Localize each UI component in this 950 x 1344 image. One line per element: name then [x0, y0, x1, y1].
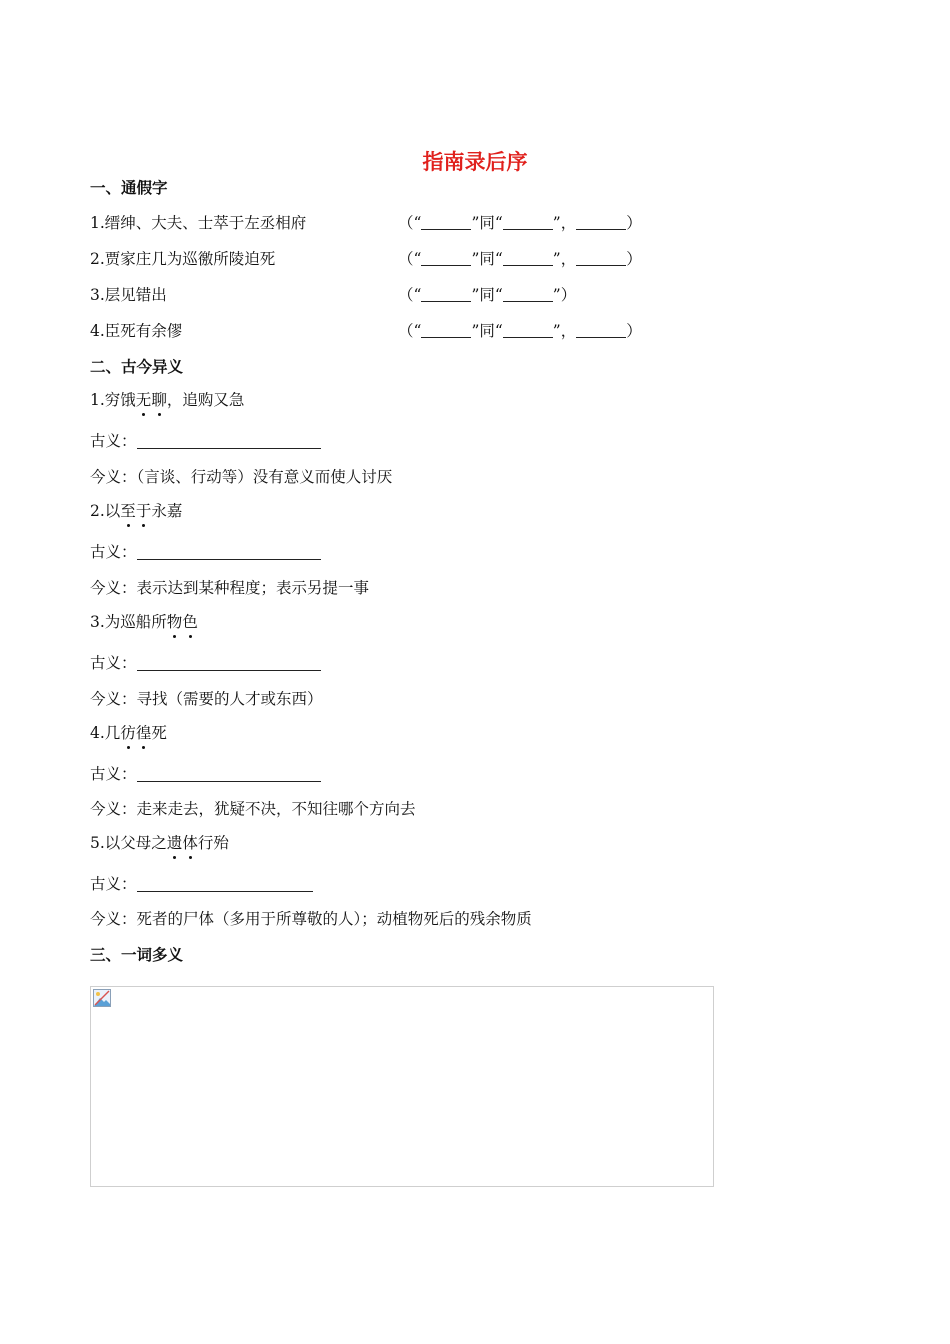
emphasis-char: 体 [182, 834, 198, 852]
emphasis-char: 无 [135, 391, 152, 409]
tongjiazi-item-1: 1.缙绅、大夫、士萃于左丞相府 [90, 214, 307, 232]
emphasis-char: 色 [182, 613, 198, 631]
emphasis-char: 徨 [135, 724, 152, 742]
answer-blank[interactable] [421, 215, 471, 230]
answer-blank[interactable] [576, 251, 626, 266]
tongjiazi-answer-4: （“ ”同“ ”， ） [398, 322, 642, 340]
emphasis-char: 于 [135, 502, 152, 520]
answer-blank[interactable] [503, 251, 553, 266]
answer-blank[interactable] [503, 215, 553, 230]
broken-image-icon [93, 989, 111, 1007]
emphasis-char: 聊 [151, 391, 167, 409]
tongjiazi-item-4: 4.臣死有余僇 [90, 322, 183, 340]
answer-blank[interactable] [503, 323, 553, 338]
gujin-item-2: 2.以至于永嘉 [90, 502, 183, 520]
gujin-item-5: 5.以父母之遗体行殆 [90, 834, 229, 852]
gujin-jinyi-4: 今义：走来走去，犹疑不决，不知往哪个方向去 [90, 800, 416, 818]
emphasis-char: 彷 [120, 724, 136, 742]
gujin-jinyi-5: 今义：死者的尸体（多用于所尊敬的人）；动植物死后的残余物质 [90, 910, 532, 928]
gujin-jinyi-1: 今义：（言谈、行动等）没有意义而使人讨厌 [90, 468, 393, 486]
gujin-item-4: 4.几彷徨死 [90, 724, 167, 742]
gujin-guyi-5: 古义： [90, 872, 313, 894]
answer-line[interactable] [137, 877, 313, 892]
answer-blank[interactable] [421, 251, 471, 266]
answer-blank[interactable] [576, 215, 626, 230]
answer-blank[interactable] [503, 287, 553, 302]
answer-blank[interactable] [576, 323, 626, 338]
section-heading-gujinyiyi: 二、古今异义 [90, 358, 184, 376]
gujin-guyi-1: 古义： [90, 429, 321, 451]
tongjiazi-answer-2: （“ ”同“ ”， ） [398, 250, 642, 268]
gujin-jinyi-2: 今义：表示达到某种程度；表示另提一事 [90, 579, 370, 597]
tongjiazi-answer-3: （“ ”同“ ”） [398, 286, 577, 304]
section-heading-yiciduoyi: 三、一词多义 [90, 946, 184, 964]
gujin-jinyi-3: 今义：寻找（需要的人才或东西） [90, 690, 323, 708]
answer-line[interactable] [137, 767, 321, 782]
tongjiazi-answer-1: （“ ”同“ ”， ） [398, 214, 642, 232]
image-placeholder [90, 986, 714, 1187]
emphasis-char: 遗 [166, 834, 183, 852]
tongjiazi-item-3: 3.层见错出 [90, 286, 167, 304]
gujin-item-3: 3.为巡船所物色 [90, 613, 198, 631]
answer-blank[interactable] [421, 287, 471, 302]
emphasis-char: 物 [166, 613, 183, 631]
page-title: 指南录后序 [422, 150, 528, 174]
gujin-guyi-4: 古义： [90, 762, 321, 784]
tongjiazi-item-2: 2.贾家庄几为巡徼所陵迫死 [90, 250, 276, 268]
section-heading-tongjiazi: 一、通假字 [90, 179, 168, 197]
emphasis-char: 至 [120, 502, 136, 520]
gujin-guyi-2: 古义： [90, 540, 321, 562]
gujin-guyi-3: 古义： [90, 651, 321, 673]
gujin-item-1: 1.穷饿无聊，追购又急 [90, 391, 245, 409]
answer-line[interactable] [137, 434, 321, 449]
answer-line[interactable] [137, 545, 321, 560]
answer-blank[interactable] [421, 323, 471, 338]
answer-line[interactable] [137, 656, 321, 671]
